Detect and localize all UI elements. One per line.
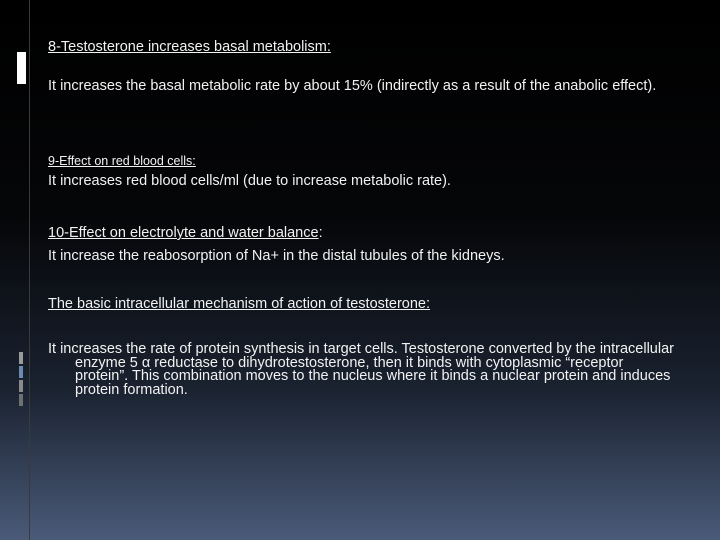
section-heading: 10-Effect on electrolyte and water balance bbox=[48, 225, 319, 241]
left-divider bbox=[29, 0, 30, 540]
section-heading: The basic intracellular mechanism of action of testosterone: bbox=[48, 296, 431, 312]
section-body: It increase the reabosorption of Na+ in the distal tubules of the kidneys. bbox=[48, 248, 505, 264]
section-intracellular-mechanism bbox=[48, 295, 674, 397]
heading-colon: : bbox=[318, 225, 323, 241]
section-body: It increases red blood cells/ml (due to increase metabolic rate). bbox=[48, 173, 451, 189]
section-electrolyte-balance bbox=[48, 224, 674, 265]
decorative-bar-4 bbox=[19, 394, 23, 406]
decorative-bar-2 bbox=[19, 366, 23, 378]
section-heading: 9-Effect on red blood cells: bbox=[48, 154, 196, 168]
decorative-bar-3 bbox=[19, 380, 23, 392]
decorative-bar-1 bbox=[19, 352, 23, 364]
decorative-bar-top bbox=[17, 52, 26, 84]
section-body: It increases the rate of protein synthesis in target cells. Testosterone converted by the intracellular enzyme 5 α reductase to dihydrotestosterone, then it binds with cytoplasmic “receptor protein”. This combination moves to the nucleus where it binds a nuclear protein and induces protein formation. bbox=[48, 341, 674, 398]
section-basal-metabolism bbox=[48, 38, 674, 95]
section-heading: 8-Testosterone increases basal metabolism: bbox=[48, 39, 331, 55]
section-red-blood-cells bbox=[48, 152, 674, 190]
section-body: It increases the basal metabolic rate by about 15% (indirectly as a result of the anabolic effect). bbox=[48, 78, 657, 94]
